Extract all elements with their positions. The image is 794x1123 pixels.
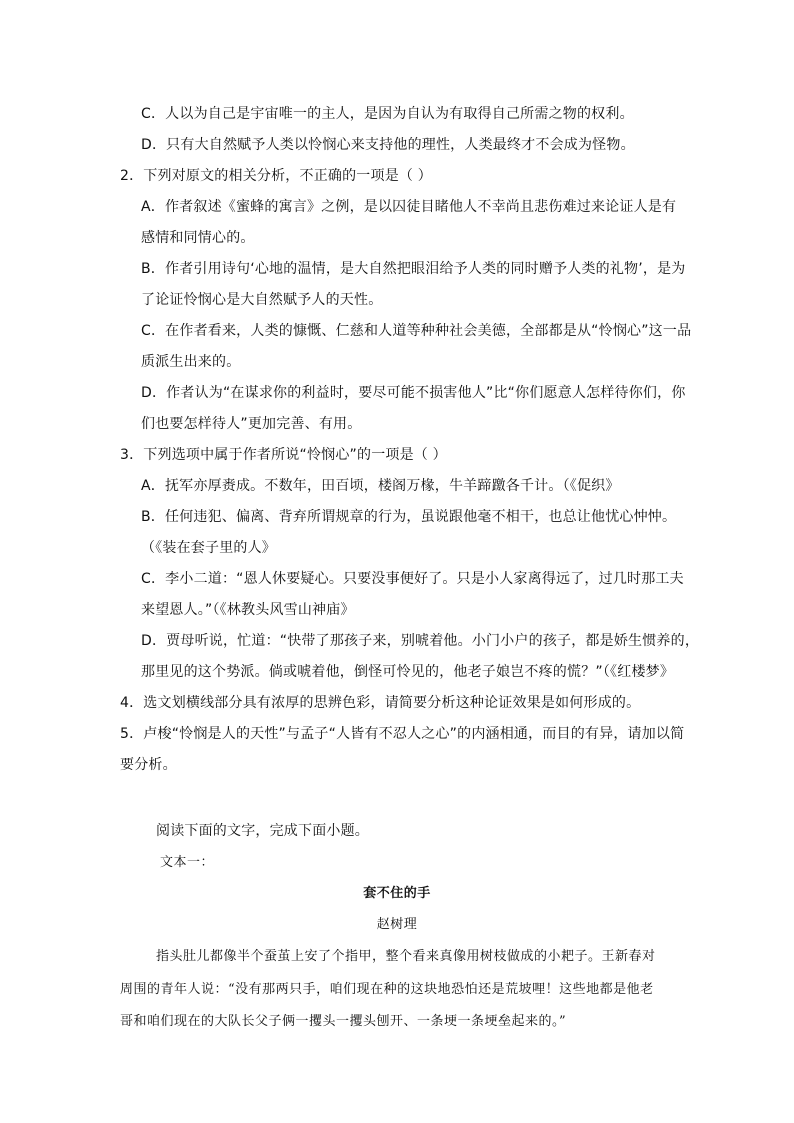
q2-option-b-line2: 了论证怜悯心是大自然赋予人的天性。: [141, 292, 383, 308]
q3-option-d-line2: 那里见的这个势派。倘或唬着他，倒怪可怜见的，他老子娘岂不疼的慌？”（《红楼梦》: [141, 664, 675, 680]
story-paragraph-line1: 指头肚儿都像半个蚕茧上安了个指甲，整个看来真像用树枝做成的小耙子。王新春对: [156, 949, 656, 964]
q3-stem: 3．下列选项中属于作者所说“怜悯心”的一项是（ ）: [120, 447, 447, 463]
q3-option-d-line1: D．贾母听说，忙道：“快带了那孩子来，别唬着他。小门小户的孩子，都是娇生惯养的，: [141, 633, 700, 649]
q5-stem-line2: 要分析。: [120, 757, 177, 773]
q3-option-b-line1: B．任何违犯、偏离、背弃所谓规章的行为，虽说跟他毫不相干，也总让他忧心忡忡。: [141, 509, 677, 525]
reading-instruction: 阅读下面的文字，完成下面小题。: [156, 823, 369, 839]
q2-option-c-line1: C．在作者看来，人类的慷慨、仁慈和人道等种种社会美德，全部都是从“怜悯心”这一品: [141, 323, 692, 339]
story-author: 赵树理: [376, 917, 418, 932]
q2-option-a-line1: A．作者叙述《蜜蜂的寓言》之例，是以囚徒目睹他人不幸尚且悲伤难过来论证人是有: [141, 199, 677, 215]
story-paragraph-line2: 周围的青年人说：“没有那两只手，咱们现在种的这块地恐怕还是荒坡哩！这些地都是他老: [120, 982, 654, 997]
q2-stem: 2．下列对原文的相关分析，不正确的一项是（ ）: [120, 168, 432, 184]
q5-stem-line1: 5．卢梭“怜悯是人的天性”与孟子“人皆有不忍人之心”的内涵相通，而目的有异，请加以简: [120, 726, 685, 742]
q2-option-d-line1: D．作者认为“在谋求你的利益时，要尽可能不损害他人”比“你们愿意人怎样待你们，你: [141, 385, 686, 401]
q2-option-d-line2: 们也要怎样待人”更加完善、有用。: [141, 416, 362, 432]
q4-stem: 4．选文划横线部分具有浓厚的思辨色彩，请简要分析这种论证效果是如何形成的。: [120, 695, 641, 711]
q1-option-c: C．人以为自己是宇宙唯一的主人，是因为自认为有取得自己所需之物的权利。: [141, 106, 634, 122]
q2-option-b-line1: B．作者引用诗句‘心地的温情，是大自然把眼泪给予人类的同时赠予人类的礼物’，是为: [141, 261, 686, 277]
story-title: 套不住的手: [363, 886, 431, 901]
q3-option-c-line1: C．李小二道：“恩人休要疑心。只要没事便好了。只是小人家离得远了，过几时那工夫: [141, 571, 684, 587]
text-label: 文本一：: [160, 855, 215, 870]
story-paragraph-line3: 哥和咱们现在的大队长父子俩一攫头一攫头刨开、一条埂一条埂垒起来的。”: [120, 1014, 567, 1029]
q3-option-a: A．抚军亦厚赉成。不数年，田百顷，楼阁万椽，牛羊蹄躈各千计。（《促织》: [141, 478, 620, 494]
q3-option-b-line2: （《装在套子里的人》: [141, 540, 276, 556]
q1-option-d: D．只有大自然赋予人类以怜悯心来支持他的理性，人类最终才不会成为怪物。: [141, 137, 635, 153]
q2-option-a-line2: 感情和同情心的。: [141, 230, 255, 246]
q2-option-c-line2: 质派生出来的。: [141, 354, 241, 370]
q3-option-c-line2: 来望恩人。”（《林教头风雪山神庙》: [141, 602, 355, 618]
